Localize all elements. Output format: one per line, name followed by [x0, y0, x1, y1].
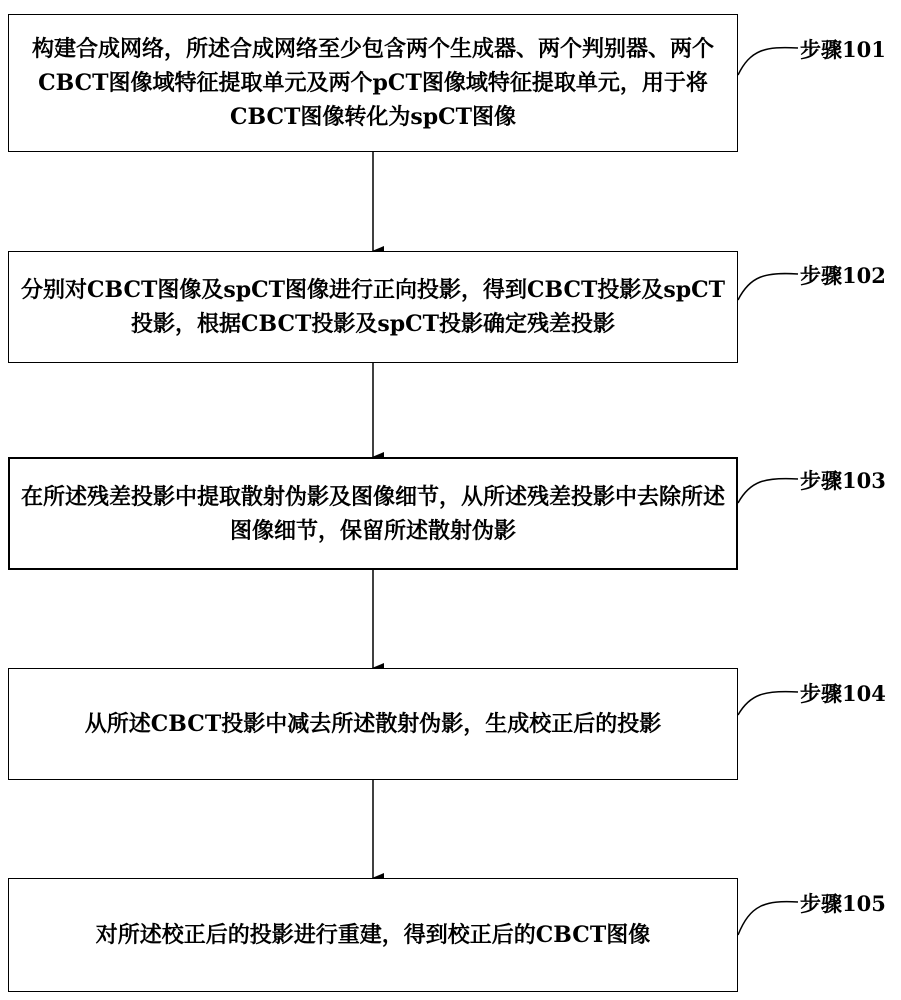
step-box-104: [8, 668, 738, 780]
step-text-102: 分别对CBCT图像及spCT图像进行正向投影，得到CBCT投影及spCT投影，根据CBCT投影及spCT投影确定残差投影: [20, 277, 726, 337]
step-text-105: 对所述校正后的投影进行重建，得到校正后的CBCT图像: [95, 922, 651, 948]
step-label-101: 步骤101: [800, 37, 886, 62]
leader-line-101: [738, 48, 798, 75]
step-text-104: 从所述CBCT投影中减去所述散射伪影，生成校正后的投影: [84, 711, 662, 737]
leader-line-102: [738, 274, 798, 300]
step-label-105: 步骤105: [800, 891, 886, 916]
leader-line-104: [738, 692, 798, 715]
step-box-102: [8, 251, 738, 363]
step-label-103: 步骤103: [800, 468, 886, 493]
step-box-105: [8, 878, 738, 992]
leader-line-105: [738, 902, 798, 935]
step-box-101: [8, 14, 738, 152]
step-label-102: 步骤102: [800, 263, 886, 288]
leader-line-103: [738, 479, 798, 503]
step-box-103: [8, 457, 738, 570]
step-text-101: 构建合成网络，所述合成网络至少包含两个生成器、两个判别器、两个CBCT图像域特征提取单元及两个pCT图像域特征提取单元，用于将CBCT图像转化为spCT图像: [31, 36, 714, 130]
step-text-103: 在所述残差投影中提取散射伪影及图像细节，从所述残差投影中去除所述图像细节，保留所述散射伪影: [20, 483, 725, 544]
step-label-104: 步骤104: [800, 681, 886, 706]
